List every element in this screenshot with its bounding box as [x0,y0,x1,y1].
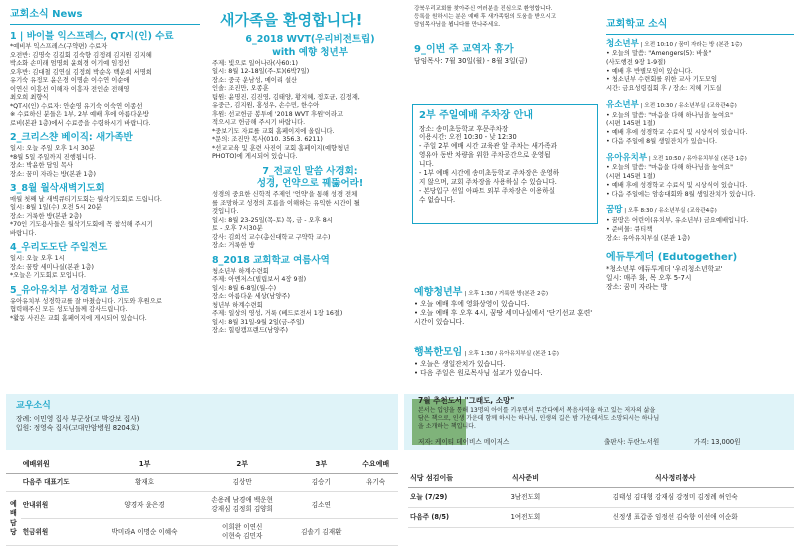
welcome-note: 강북우리교회를 찾아주신 여러분을 진심으로 환영합니다. 등록을 원하시는 분은 예배 후 새가족팀의 도움을 받으시고 담임목사님을 뵙니다를 만나주세요. [414,6,557,28]
col1-section-title: 3_8월 월삭새벽기도회 [10,183,105,195]
col2-section-title: 7_전교인 말씀 사경회: 성경, 언약으로 꿰뚫어라! [256,165,364,190]
worship-cell: 다음주 대표기도 [22,478,70,487]
worship-cell: 김솔기 김재환 [301,527,342,536]
book-recommendation [404,394,794,450]
happy-body: • 오늘은 생일잔치가 있습니다. • 다음 주일은 원로목사님 설교가 있습니다. [414,359,543,377]
col1-section-body: 일시: 오늘 주일 오후 1시 30분 *8월 5일 주일까지 진행됩니다. 장소: 박윤한 담임 목사 장소: 꿈미 자라는 방(본관 1층) [10,145,97,178]
edu-title: 에듀투게더 (Edutogether) [606,252,738,264]
happy-meeting [414,346,604,378]
book-title: 7월 추천도서 "그래도, 소망" [418,396,515,405]
col1-section-title: 1 | 바이블 익스프레스, QT시(인) 수료 [10,30,174,42]
worship-cell: 김소연 [311,500,331,509]
school-group-time: | 오전 10:10 / 꿈미 자라는 방 (본관 1층) [638,41,743,48]
edu-body: *청소년부 에듀투게더 '우리청소년학교' 일시: 매주 화, 목 오후 5-7시 장소: 꿈미 자라는 방 [606,264,723,292]
worship-side-label: 예배 담당 [10,499,17,537]
vacation-title: 9_이번 주 교역자 휴가 [414,44,514,55]
book-body: 본서는 입양을 통해 13명의 아이를 키우면서 무간다에서 복음사역을 하고 있는 저자의 삶을 담은 책으로, 인생 가운데 함께 하시는 하나님, 인생의 길은 밤 가운데서도 소망되시는 하나님 을 소개하는 책입니다. [418,407,660,431]
col2-section-body: 청소년부 하계수련회 주제: 아멘저스(빌립보서 4장 9절) 일시: 8월 6-8일(월-수) 장소: 아름다운 세상(남양주) 청년부 하계수련회 주제: 일상의 영성, 거룩 (베드로전서 1장 16절) 일시: 8월 31일-9월 2일(금-주일) 장소: 힐링캠프랜드(남양주) [212,267,343,335]
meal-row [408,488,794,508]
worship-cell: 헌금위원 [22,527,49,536]
school-group-header [606,153,794,164]
school-group-header [606,39,794,50]
school-group-body: • 오늘의 말씀: "마음을 다해 하나님을 높여요" (시편 145편 1절) • 예배 후에 성경학교 수료식 및 시상식이 있습니다. • 다음 주일에는 암송대회와 8월 생일잔치가 있습니다. [606,164,756,198]
church-school-title: 교회학교 소식 [606,18,794,35]
worship-cell: 황재호 [134,478,155,487]
staff-news [6,394,398,450]
school-group-name: 유아유치부 [606,152,648,163]
vacation-body: 담임목사: 7월 30일(월) - 8월 3일(금) [414,56,528,65]
col2-section-body: 성경의 중요한 신학적 주제인 '언약'을 통해 성경 전체 를 조망하고 성경의 흐름을 이해하는 유익한 시간이 될 것입니다. 일시: 8월 23-25일(목-토) 목, 금 - 오후 8시 토 - 오후 7시30분 강사: 김희석 교수(총신대학교 구약학 교수) 장소: 거룩한 방 [212,191,360,250]
youth-body: • 오늘 예배 후에 영화상영이 있습니다. • 오늘 예배 후 오후 4시, 꿈땅 세미나실에서 '단기선교 훈련' 시간이 있습니다. [414,299,593,326]
meal-table [408,470,794,528]
school-group-name: 유소년부 [606,100,639,111]
news-column-1 [10,8,200,323]
meal-cell: 김태성 김대형 강재심 강정미 김정례 허인숙 [612,493,738,502]
worship-cell [353,492,398,519]
youth-time: | 오후 1:30 / 거룩한 방(본관 2층) [464,291,549,297]
youth-group [414,286,604,327]
book-publisher: 출판사: 두란노서원 [604,438,660,446]
school-group-body: • 오늘의 말씀: "마음을 다해 하나님을 높여요" (시편 145편 1절) • 예배 후에 성경학교 수료식 및 시상식이 있습니다. • 다음 주일에 8월 생일잔치가 있습니다. [606,111,748,145]
youth-title: 예향청년부 [414,287,463,298]
worship-table [6,456,398,546]
school-group-name: 꿈땅 [606,205,623,216]
book-author: 저자: 케이티 데이비스 메이저스 [418,438,510,446]
parking-title: 2부 주일예배 주차장 안내 [419,110,534,121]
school-group-header [606,205,794,216]
meal-cell: 1여전도회 [510,513,541,522]
worship-row [6,474,398,492]
col1-section-body: 유아유치부 성경학교를 잘 마쳤습니다. 기도와 후원으로 협력해주신 모든 성도님들께 감사드립니다. *활동 사진은 교회 홈페이지에 게시되어 있습니다. [10,297,162,322]
col2-section-body: 주제: 빛으로 일어나라(사60:1) 일시: 8월 12-18일(주-토)(6박7일) 장소: 중국 운남성, 메이리 설산 인솔: 조진만, 오종훈 팀원: 윤명진, 김진영, 김태양, 황지혜, 정호균, 김정재, 유중근, 김지원, 홍성우, 손수민, 한수아 후원: 선교헌금 봉투에 '2018 WVT 후원'이라고 적으시고 헌금해 주시기 바랍니다. *중보기도 자료를 교회 홈페이지에 올립니다. *문의: 조진만 목사(010. 356.3. 6211) *선교교육 및 훈련 사진이 교회 홈페이지(예향청년 PHOTO)에 게시되어 있습니다. [212,59,360,161]
worship-cell: 김상만 [232,478,252,487]
happy-title: 행복한모임 [414,347,463,358]
main-title: 새가족을 환영합니다! [220,11,363,29]
worship-header-cell: 예배위원 [22,460,50,468]
worship-cell [353,519,398,546]
col1-section-title: 4_우리도도단 주일전도 [10,242,108,254]
worship-cell: 양경자 윤은경 [124,500,165,509]
church-school-column [606,18,794,292]
meal-cell: 다음주 (8/5) [410,513,450,522]
worship-row [6,519,398,546]
meal-header-cell: 식당 섬김이들 [410,474,454,482]
worship-header-row [6,456,398,474]
worship-side-header [6,456,21,474]
col1-section-title: 2_크리스챤 베이직: 새가족반 [10,132,133,144]
worship-row [6,492,398,519]
worship-header-cell: 2부 [236,460,248,468]
meal-header-row [408,470,794,488]
meal-cell: 신정생 표갑종 임정선 김숙향 이선애 이순화 [612,513,738,522]
news-label: 교회소식 News [10,8,200,25]
staff-title: 교우소식 [16,401,51,411]
meal-cell: 3남전도회 [510,493,541,502]
col1-section-title: 5_유아유치부 성경학교 성료 [10,284,129,296]
worship-cell: 손용례 남경애 백운현 강재심 김정희 김양희 [211,496,273,514]
meal-row [408,508,794,528]
school-group-time: | 오전 10:30 / 유소년부실 (교육관4층) [638,103,737,110]
staff-body: 장례: 이민영 집사 부군상(고 박강보 집사) 입원: 정영숙 집사(고대안암병원 8204호) [16,415,140,433]
book-price: 가격: 13,000원 [694,438,741,446]
worship-cell: 김승기 [311,478,331,487]
worship-cell: 유기숙 [366,478,386,487]
worship-side-label [6,474,21,492]
school-group-body: • 꿈땅은 어린이(유치부, 유소년부) 금요예배입니다. • 준비물: 큐티책 장소: 유아유치부실 (본관 1층) [606,216,749,242]
meal-cell: 오늘 (7/29) [410,493,448,502]
school-group-time: | 오후 8:30 / 유소년부실 (교육관4층) [622,208,717,215]
worship-header-cell: 1부 [138,460,151,468]
school-group-name: 청소년부 [606,38,639,49]
col1-section-body: 일시: 오늘 오후 1시 장소: 꿈땅 세미나실(본관 1층) *오늘은 기도회로 모입니다. [10,255,94,280]
col2-section-title: 6_2018 WVT(우리비전트립) with 예향 청년부 [245,34,375,58]
worship-header-cell: 수요예배 [362,460,390,468]
school-group-header [606,100,794,111]
col1-section-body: *예비부 익스프레스(구약편) 수료자 오전반: 김명숙 김길회 김숙향 김정례 김지원 김지혜 박소화 손미래 엄명희 윤희경 이기예 임정선 오후반: 김대철 김연실 김정희 박순옥 백운희 서명희 유기숙 유정모 윤은경 이명순 이수연 이순애 이연신 이흥선 이해자 이흥자 전인순 전해영 최오희 최향식 *QT시(인) 수료자: 안순영 유기숙 이숙연 이종선 ※ 수료하신 분들은 1부, 2부 예배 후에 아름다운방 로비(본관 1층)에서 수료증을 수령하시기 바랍니다. [10,43,152,127]
school-group-body: • 오늘의 말씀: "Amengers(5): 바울" (사도행전 9장 1-9절) • 예배 후 반별모임이 있습니다. • 청소년부 수련회를 위한 교사 기도모임 시간: 금요성령집회 후 / 장소: 지혜 기도실 [606,49,722,93]
col1-section-body: 매월 첫째 날 새벽큐티기도회는 월삭기도회로 드립니다. 일시: 8월 1일(수) 오전 5시 20분 장소: 거룩한 방(본관 2층) *70인 기도용사들은 월삭기도회에 꼭 참석해 주시기 바랍니다. [10,195,162,237]
parking-body: 장소: 송미초등학교 후문주차장 이용시간: 오전 10:30 - 낮 12:30 - 주일 2부 예배 시간 교육관 앞 주차는 새가족과 영유아 동반 차량을 위한 주차공간으로 운영됩 니다. - 1부 예배 시간에 송미초등학교 주차장은 운영하 지 않으며, 교회 주차장을 사용하실 수 있습니다. - 본당입구 선일 아파트 외부 주차장은 이용하실 수 없습니다. [419,124,560,204]
news-column-2 [212,34,408,336]
worship-cell: 안내위원 [22,500,49,509]
worship-cell: 박미라A 이명순 이혜숙 [111,527,178,536]
worship-cell: 이희완 이연신 이현숙 김민자 [222,523,263,540]
col2-section-title: 8_2018 교회학교 여름사역 [212,254,330,266]
worship-header-cell: 3부 [315,460,328,468]
news-column-3 [414,40,604,66]
meal-header-cell: 식사정리봉사 [654,474,696,482]
meal-header-cell: 식사준비 [511,474,539,482]
parking-notice [412,104,598,224]
happy-time: | 오후 1:30 / 유아유치부실 (본관 1층) [464,351,559,357]
school-group-time: | 오전 10:50 / 유아유치부실 (본관 1층) [647,155,747,162]
